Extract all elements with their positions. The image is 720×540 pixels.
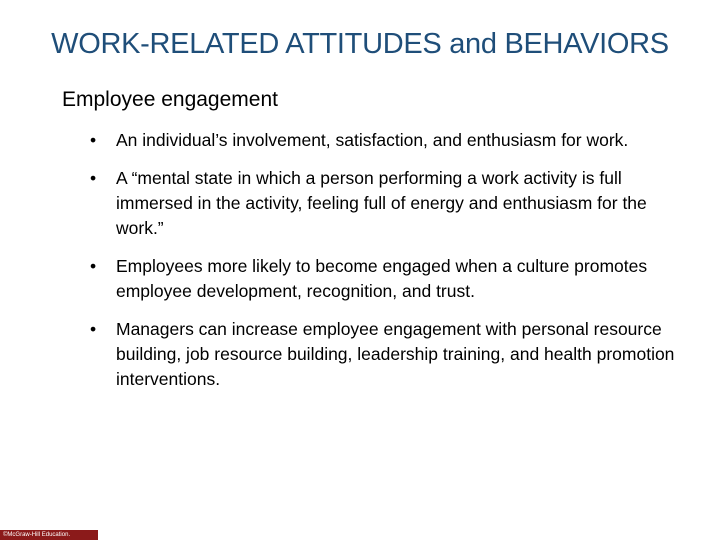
bullet-icon: • — [90, 168, 97, 188]
bullet-icon: • — [90, 256, 97, 276]
bullet-text: Managers can increase employee engagement with personal resource building, job resource building, leadership training, and health promotion interventions. — [116, 319, 675, 389]
section-heading: Employee engagement — [62, 88, 278, 111]
bullet-text: Employees more likely to become engaged when a culture promotes employee development, recognition, and trust. — [116, 256, 648, 301]
slide-title: WORK-RELATED ATTITUDES and BEHAVIORS — [51, 28, 669, 60]
bullet-icon: • — [90, 130, 97, 150]
bullet-item — [86, 317, 686, 392]
bullet-item — [86, 254, 686, 304]
bullet-item — [86, 166, 686, 241]
bullet-item — [86, 128, 686, 153]
bullet-text: A “mental state in which a person performing a work activity is full immersed in the activity, feeling full of energy and enthusiasm for the work.” — [116, 168, 647, 238]
copyright-notice: ©McGraw-Hill Education. — [3, 532, 71, 538]
bullet-list — [86, 128, 686, 405]
bullet-text: An individual’s involvement, satisfaction, and enthusiasm for work. — [116, 130, 629, 150]
bullet-icon: • — [90, 319, 97, 339]
